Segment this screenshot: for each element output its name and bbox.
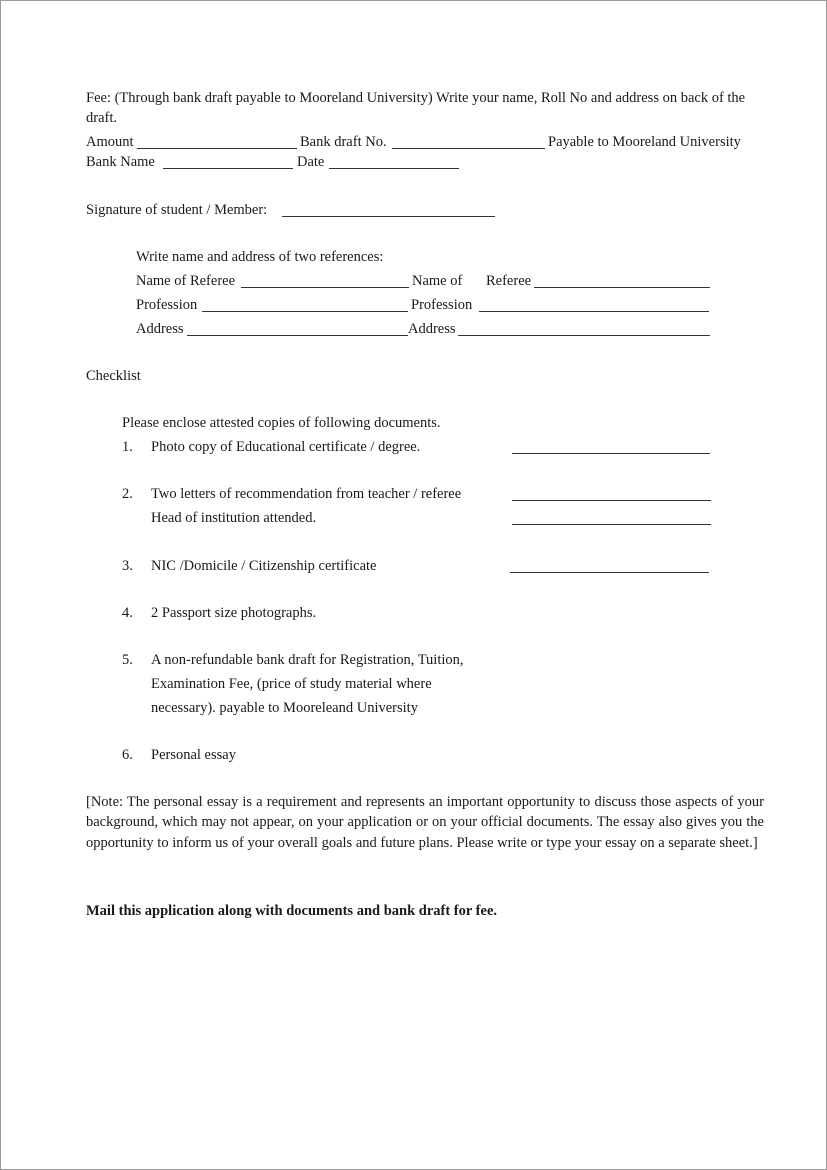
amount-field[interactable] (137, 148, 297, 149)
checklist-intro: Please enclose attested copies of following documents. (122, 415, 441, 431)
checklist-item-text: necessary). payable to Mooreleand University (151, 700, 418, 716)
referee2-profession-field[interactable] (479, 311, 709, 312)
checklist-title: Checklist (86, 368, 141, 384)
checklist-item-text: Personal essay (151, 747, 236, 763)
checklist-item-number: 1. (122, 439, 133, 455)
bank-name-label: Bank Name (86, 154, 155, 170)
signature-label: Signature of student / Member: (86, 202, 268, 218)
bank-draft-no-field[interactable] (392, 148, 545, 149)
referee2-name-field[interactable] (534, 287, 710, 288)
referee2-address-label: Address (408, 321, 456, 337)
checklist-item-text: Two letters of recommendation from teacher / referee (151, 486, 462, 502)
mail-instruction: Mail this application along with documents and bank draft for fee. (86, 903, 498, 919)
checklist-item-text: Head of institution attended. (151, 510, 317, 526)
references-intro: Write name and address of two references: (136, 249, 384, 265)
referee1-address-label: Address (136, 321, 184, 337)
checklist-item-3-field[interactable] (510, 572, 709, 573)
checklist-item-2b-field[interactable] (512, 524, 711, 525)
signature-field[interactable] (282, 216, 495, 217)
checklist-item-text: Examination Fee, (price of study material where (151, 676, 432, 692)
referee1-profession-label: Profession (136, 297, 198, 313)
bank-draft-no-label: Bank draft No. (300, 134, 387, 150)
referee2-address-field[interactable] (458, 335, 710, 336)
payable-to-label: Payable to Mooreland University (548, 134, 741, 150)
referee1-profession-field[interactable] (202, 311, 408, 312)
date-field[interactable] (329, 168, 459, 169)
checklist-item-number: 6. (122, 747, 133, 763)
personal-essay-note: [Note: The personal essay is a requirement and represents an important opportunity to discuss those aspects of your background, which may not appear, on your application or on your official documents. The essay also gives you the opportunity to inform us of your overall goals and future plans. Please write or type your essay on a separate sheet.] (86, 794, 764, 851)
checklist-item-number: 4. (122, 605, 133, 621)
date-label: Date (297, 154, 325, 170)
checklist-item-text: A non-refundable bank draft for Registration, Tuition, (151, 652, 464, 668)
bank-name-field[interactable] (163, 168, 293, 169)
checklist-item-number: 3. (122, 558, 133, 574)
referee1-address-field[interactable] (187, 335, 408, 336)
referee2-profession-label: Profession (411, 297, 473, 313)
referee2-name-label: Name of (412, 273, 463, 289)
checklist-item-number: 2. (122, 486, 133, 502)
referee1-name-field[interactable] (241, 287, 409, 288)
referee1-name-label: Name of Referee (136, 273, 236, 289)
amount-label: Amount (86, 134, 134, 150)
checklist-item-text: Photo copy of Educational certificate / degree. (151, 439, 421, 455)
checklist-item-number: 5. (122, 652, 133, 668)
checklist-item-text: NIC /Domicile / Citizenship certificate (151, 558, 377, 574)
checklist-item-2a-field[interactable] (512, 500, 711, 501)
referee2-name-label-b: Referee (486, 273, 532, 289)
checklist-item-1-field[interactable] (512, 453, 710, 454)
fee-instructions: Fee: (Through bank draft payable to Mooreland University) Write your name, Roll No and address on back of the draft. (86, 90, 746, 126)
checklist-item-text: 2 Passport size photographs. (151, 605, 317, 621)
